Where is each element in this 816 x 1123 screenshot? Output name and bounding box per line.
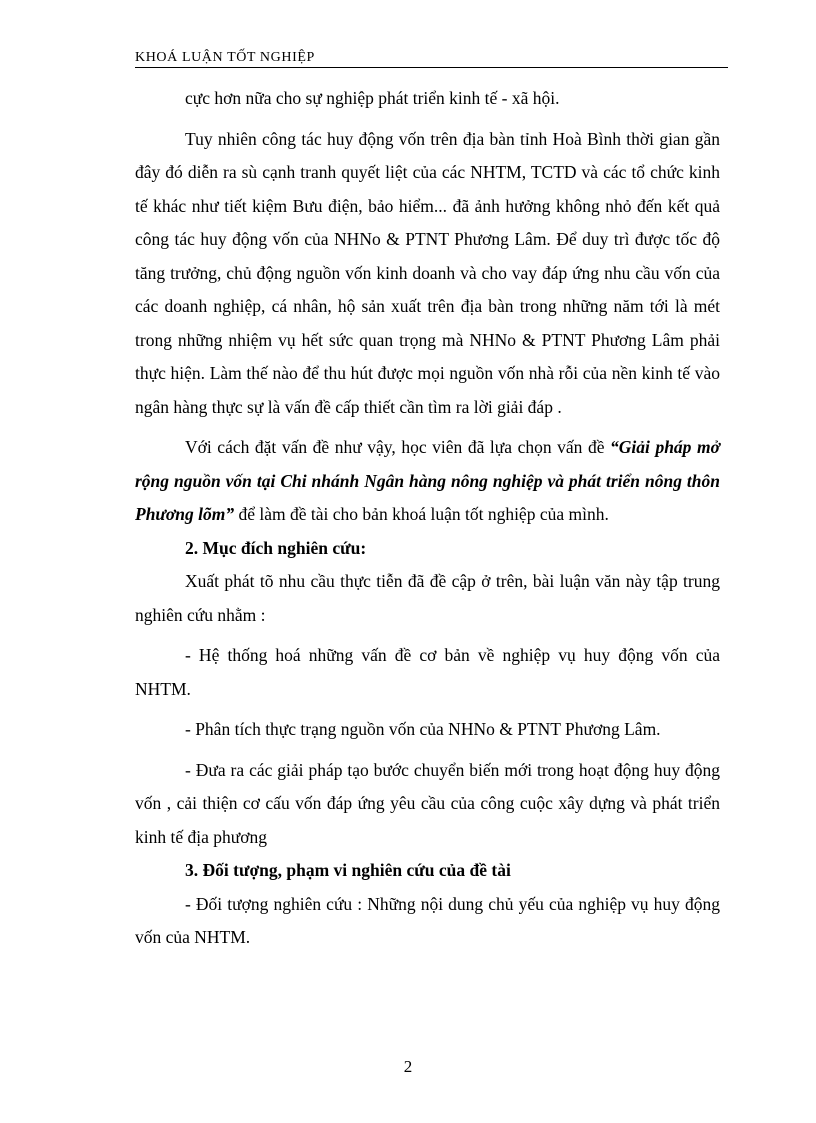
- list-item: - Phân tích thực trạng nguồn vốn của NHNo & PTNT Phương Lâm.: [185, 719, 661, 739]
- section-heading: 3. Đối tượng, phạm vi nghiên cứu của đề tài: [185, 860, 511, 880]
- page-header: [135, 50, 728, 68]
- paragraph: Xuất phát tõ nhu cầu thực tiễn đã đề cập ở trên, bài luận văn này tập trung nghiên cứu nhằm :: [135, 571, 720, 625]
- section-heading: 2. Mục đích nghiên cứu:: [185, 537, 367, 558]
- paragraph-text: để làm đề tài cho bản khoá luận tốt nghiệp của mình.: [234, 504, 609, 524]
- paragraph-text: Với cách đặt vấn đề như vậy, học viên đã lựa chọn vấn đề: [185, 437, 611, 457]
- page-number: 2: [403, 1057, 413, 1076]
- document-body: [135, 82, 720, 955]
- list-item: - Đối tượng nghiên cứu : Những nội dung chủ yếu của nghiệp vụ huy động vốn của NHTM.: [135, 893, 720, 947]
- list-item: - Đưa ra các giải pháp tạo bước chuyển biến mới trong hoạt động huy động vốn , cải thiện cơ cấu vốn đáp ứng yêu cầu của công cuộc xây dựng và phát triển kinh tế địa phương: [135, 759, 720, 847]
- header-title: KHOÁ LUẬN TỐT NGHIỆP: [135, 50, 315, 65]
- paragraph: cực hơn nữa cho sự nghiệp phát triển kinh tế - xã hội.: [185, 88, 560, 108]
- paragraph: [135, 431, 720, 532]
- thesis-title: “Giải pháp mở rộng nguồn vốn tại Chi nhánh Ngân hàng nông nghiệp và phát triển nông thôn Phương lõm”: [135, 437, 720, 524]
- list-item: - Hệ thống hoá những vấn đề cơ bản về nghiệp vụ huy động vốn của NHTM.: [135, 645, 720, 699]
- paragraph: Tuy nhiên công tác huy động vốn trên địa bàn tỉnh Hoà Bình thời gian gần đây đó diễn ra sù cạnh tranh quyết liệt của các NHTM, TCTD và các tổ chức kinh tế khác như tiết kiệm Bưu điện, bảo hiểm... đã ảnh hưởng không nhỏ đến kết quả công tác huy động vốn của NHNo & PTNT Phương Lâm. Để duy trì được tốc độ tăng trưởng, chủ động nguồn vốn kinh doanh và cho vay đáp ứng nhu cầu vốn của các doanh nghiệp, cá nhân, hộ sản xuất trên địa bàn trong những năm tới là mét trong những nhiệm vụ hết sức quan trọng mà NHNo & PTNT Phương Lâm phải thực hiện. Làm thế nào để thu hút được mọi nguồn vốn nhà rỗi của nền kinh tế vào ngân hàng thực sự là vấn đề cấp thiết cần tìm ra lời giải đáp .: [135, 128, 720, 417]
